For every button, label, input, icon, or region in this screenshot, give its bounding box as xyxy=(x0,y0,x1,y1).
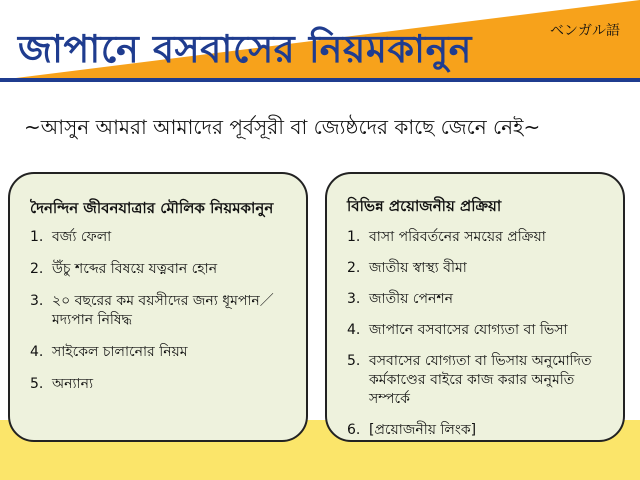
item-text: বসবাসের যোগ্যতা বা ভিসায় অনুমোদিত কর্মকাণ্ডের বাইরে কাজ করার অনুমতি সম্পর্কে xyxy=(369,353,592,407)
page-title: জাপানে বসবাসের নিয়মকানুন xyxy=(18,27,472,71)
item-number: 6. xyxy=(347,422,361,438)
item-text: জাতীয় পেনশন xyxy=(369,291,453,307)
list-item[interactable] xyxy=(347,228,607,247)
required-links-item[interactable] xyxy=(347,421,607,440)
item-number: 4. xyxy=(347,322,361,338)
list-item[interactable] xyxy=(30,343,290,362)
list-item[interactable] xyxy=(30,292,290,330)
item-text: সাইকেল চালানোর নিয়ম xyxy=(52,344,188,360)
item-number: 1. xyxy=(347,229,361,245)
item-text: বর্জ্য ফেলা xyxy=(52,229,112,245)
procedures-list xyxy=(347,228,607,440)
item-number: 5. xyxy=(347,353,361,369)
item-text: উঁচু শব্দের বিষয়ে যত্নবান হোন xyxy=(52,261,218,277)
item-text: বাসা পরিবর্তনের সময়ের প্রক্রিয়া xyxy=(369,229,546,245)
item-number: 2. xyxy=(347,260,361,276)
header-divider xyxy=(0,78,640,82)
item-text: জাতীয় স্বাস্থ্য বীমা xyxy=(369,260,467,276)
list-item[interactable] xyxy=(30,228,290,247)
item-number: 3. xyxy=(30,293,44,309)
list-item[interactable] xyxy=(347,352,607,409)
item-text: জাপানে বসবাসের যোগ্যতা বা ভিসা xyxy=(369,322,568,338)
list-item[interactable] xyxy=(30,260,290,279)
item-text: ২০ বছরের কম বয়সীদের জন্য ধূমপান／মদ্যপান নিষিদ্ধ xyxy=(52,293,274,328)
daily-rules-panel xyxy=(8,172,308,442)
item-number: 4. xyxy=(30,344,44,360)
item-text: অন্যান্য xyxy=(52,376,94,392)
list-item[interactable] xyxy=(347,321,607,340)
item-number: 5. xyxy=(30,376,44,392)
item-number: 2. xyxy=(30,261,44,277)
daily-rules-list xyxy=(30,228,290,394)
procedures-heading: বিভিন্ন প্রয়োজনীয় প্রক্রিয়া xyxy=(347,197,502,215)
item-number: 1. xyxy=(30,229,44,245)
list-item[interactable] xyxy=(30,375,290,394)
list-item[interactable] xyxy=(347,290,607,309)
procedures-panel xyxy=(325,172,625,442)
page-subtitle: ~আসুন আমরা আমাদের পূর্বসূরী বা জ্যেষ্ঠদের কাছে জেনে নেই~ xyxy=(24,115,541,139)
language-badge: ベンガル語 xyxy=(550,23,620,39)
item-text: [প্রয়োজনীয় লিংক] xyxy=(369,422,477,438)
list-item[interactable] xyxy=(347,259,607,278)
item-number: 3. xyxy=(347,291,361,307)
daily-rules-heading: দৈনন্দিন জীবনযাত্রার মৌলিক নিয়মকানুন xyxy=(30,199,274,217)
